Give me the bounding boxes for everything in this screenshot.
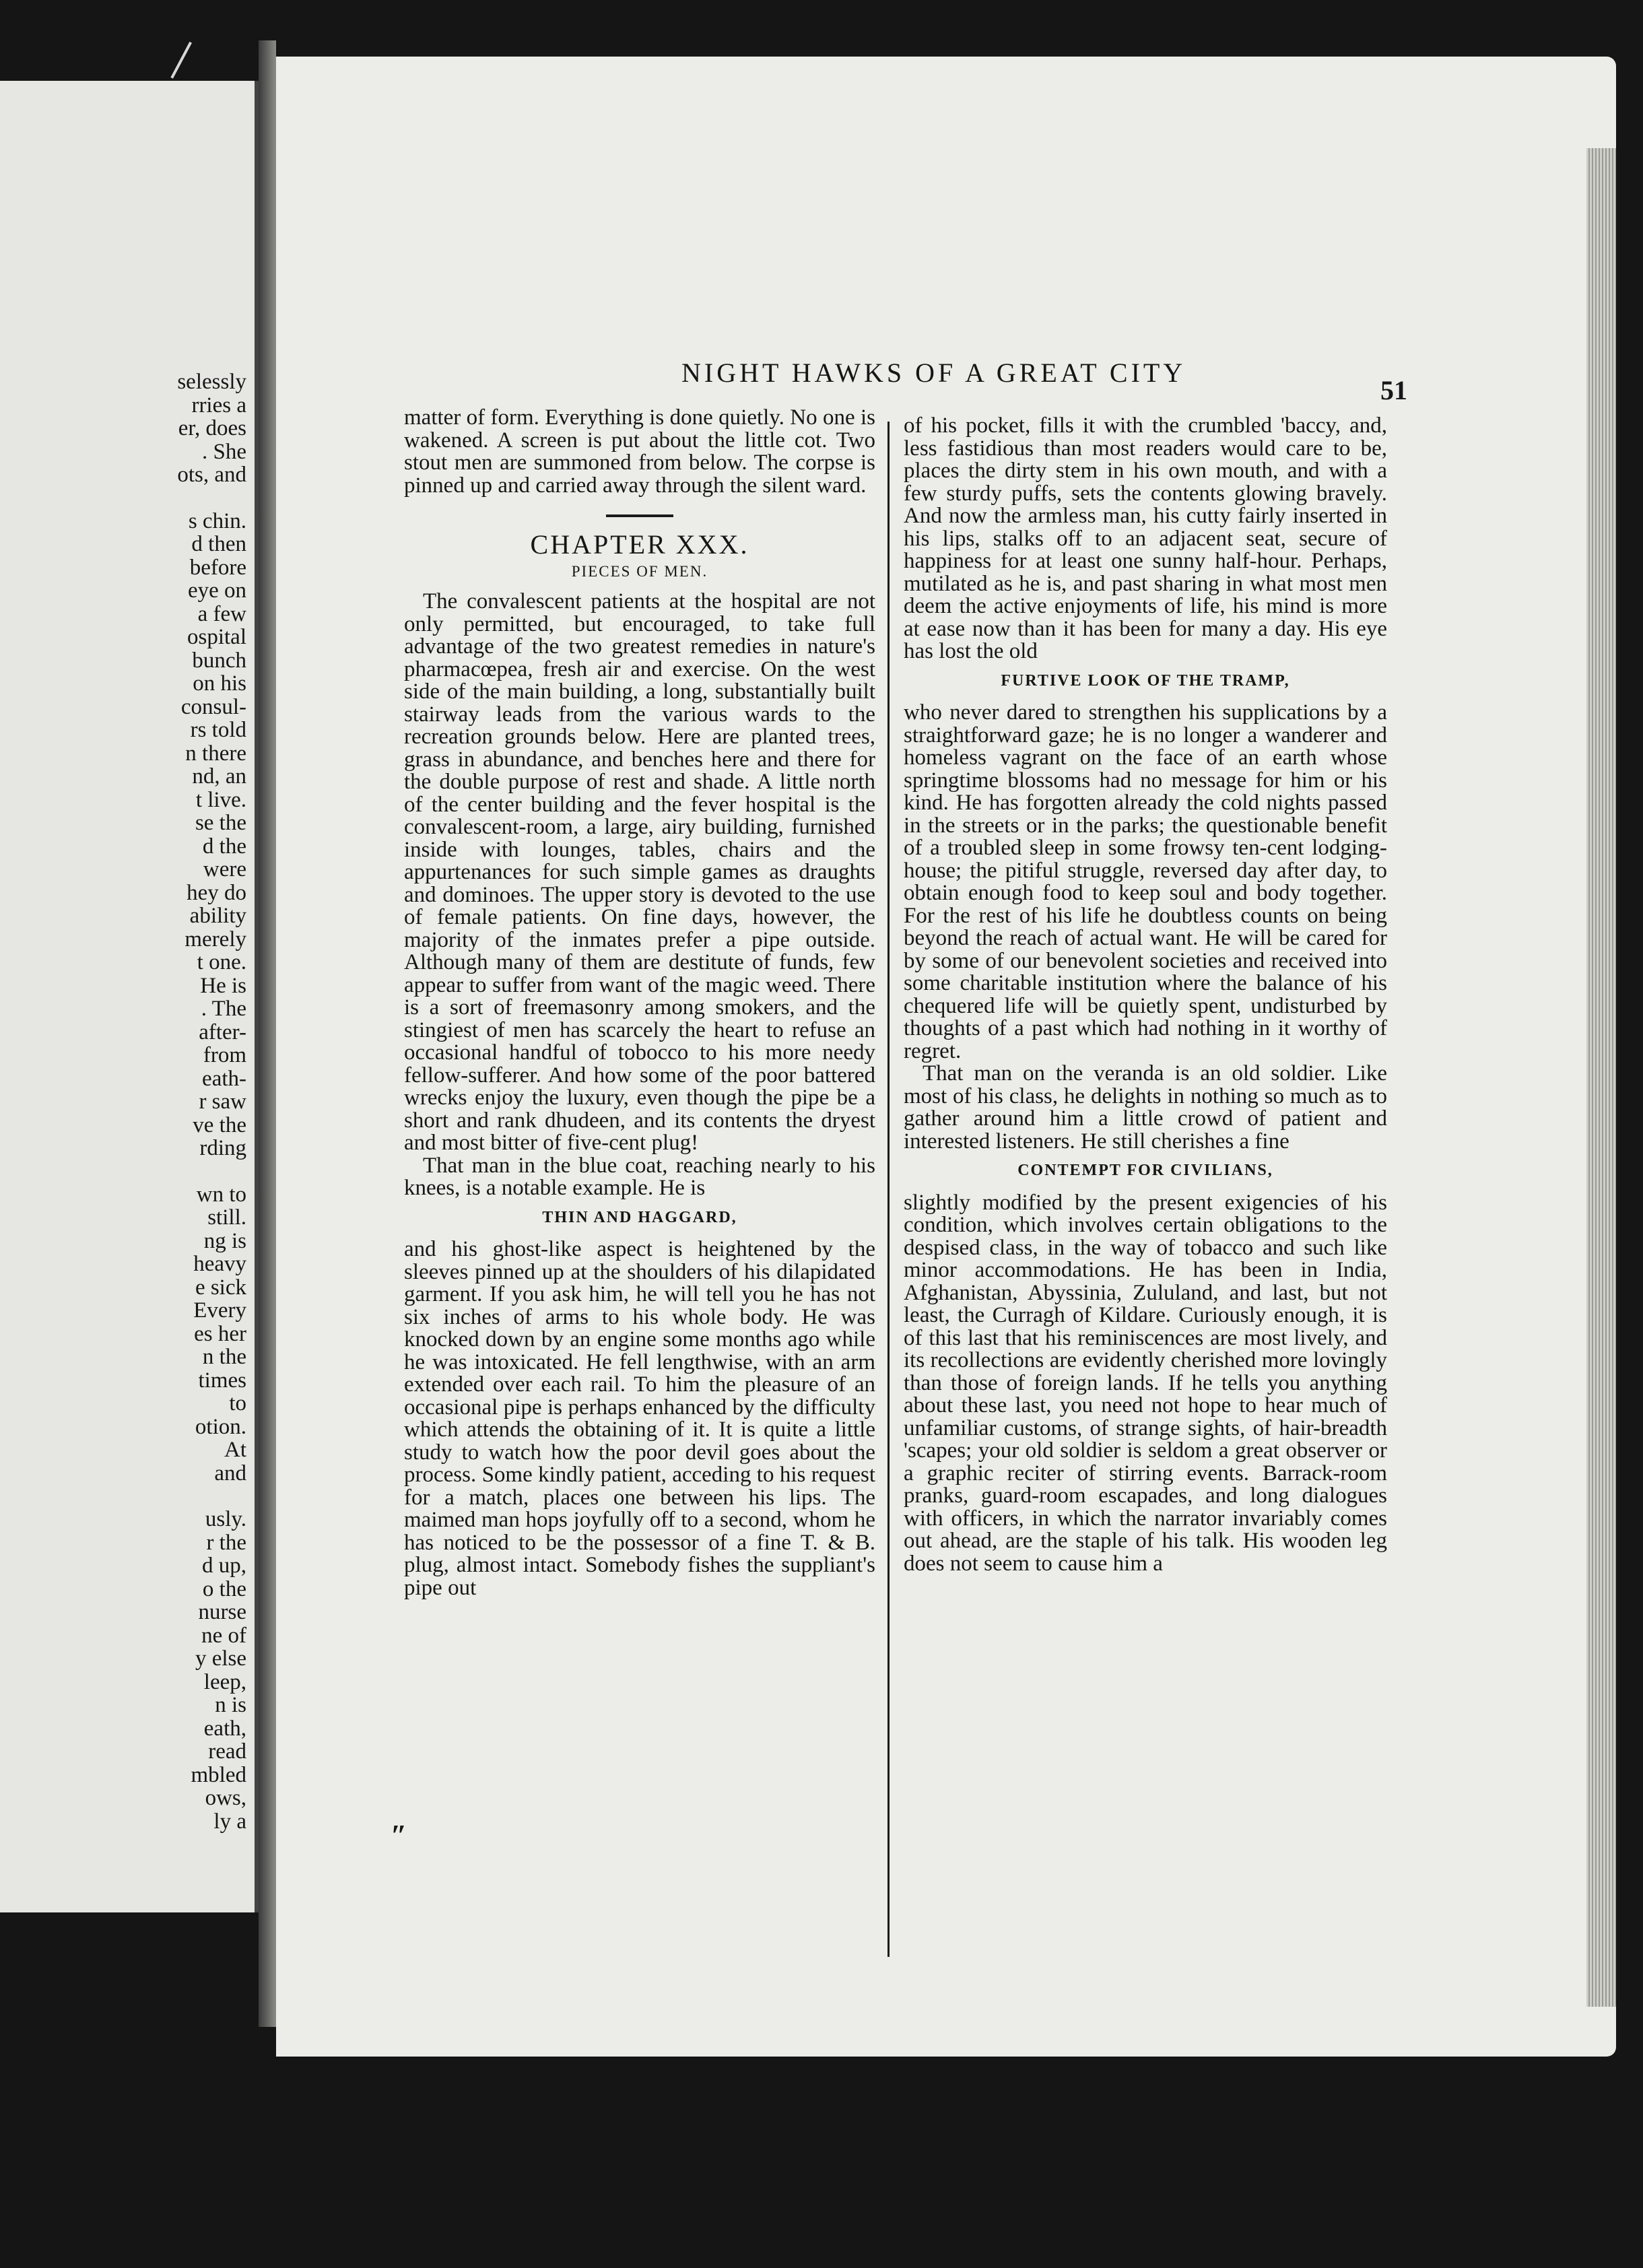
facing-page-fragment: consul-	[180, 694, 246, 719]
facing-page-fragment: wn to	[196, 1182, 246, 1207]
facing-page-fragment: ng is	[203, 1228, 246, 1253]
facing-page-fragment: . She	[202, 439, 246, 464]
facing-page-fragment: on his	[193, 671, 246, 696]
facing-page-left	[0, 81, 259, 1912]
facing-page-fragment: a few	[197, 601, 246, 626]
facing-page-fragment: d the	[202, 834, 246, 859]
section-subhead: THIN AND HAGGARD,	[542, 1208, 737, 1226]
facing-page-fragment: were	[203, 857, 246, 881]
facing-page-fragment: usly.	[205, 1507, 246, 1531]
facing-page-fragment: heavy	[193, 1252, 246, 1276]
facing-page-fragment: rding	[199, 1136, 246, 1160]
fragment-gap	[4, 1160, 246, 1183]
facing-page-fragment: e sick	[195, 1275, 246, 1300]
facing-page-text-fragments	[4, 370, 246, 1833]
facing-page-fragment: ability	[189, 904, 246, 928]
facing-page-fragment: d then	[191, 532, 246, 556]
facing-page-fragment: ne of	[201, 1623, 246, 1648]
facing-page-fragment: es her	[194, 1321, 246, 1346]
facing-page-fragment: times	[198, 1368, 246, 1393]
facing-page-fragment: nd, an	[192, 764, 246, 789]
facing-page-fragment: read	[208, 1739, 246, 1764]
page-number: 51	[1380, 375, 1407, 405]
facing-page-fragment: leep,	[203, 1669, 246, 1694]
facing-page-fragment: nurse	[198, 1600, 246, 1624]
facing-page-fragment: d up,	[202, 1554, 246, 1578]
paragraph: That man on the veranda is an old soldier. Like most of his class, he delights in nothing so much as to gather around him a little crowd of patient and interested listeners. He still cherishes a fine	[904, 1061, 1387, 1154]
paragraph: The convalescent patients at the hospital are not only permitted, but encouraged, to take full advantage of the two greatest remedies in nature's pharmacœpea, fresh air and exercise. On the west side of the main building, a long, substantially built stairway leads from the various wards to the recreation grounds below. Here are planted trees, grass in abundance, and benches here and there for the double purpose of rest and shade. A little north of the center building and the fever hospital is the convalescent-room, a large, airy building, furnished inside with lounges, tables, chairs and the appurtenances for such simple games as draughts and dominoes. The upper story is devoted to the use of female patients. On fine days, however, the majority of the inmates prefer a pipe outside. Although many of them are destitute of funds, few appear to suffer from want of the magic weed. There is a sort of freemasonry among smokers, and the stingiest of men has scarcely the heart to refuse an occasional handful of tobocco to his more needy fellow-sufferer. And how some of the poor battered wrecks enjoy the luxury, even though the pipe be a short and rank dhudeen, and its contents the dryest and most bitter of five-cent plug!	[404, 589, 875, 1155]
right-text-column	[904, 415, 1387, 1575]
opening-paragraph: matter of form. Everything is done quietly. No one is wakened. A screen is put about the little cot. Two stout men are summoned from below. The corpse is pinned up and carried away through the silent ward.	[404, 405, 875, 498]
paragraph: That man in the blue coat, reaching nearly to his knees, is a notable example. He is	[404, 1153, 875, 1200]
section-subhead: CONTEMPT FOR CIVILIANS,	[1017, 1162, 1273, 1179]
paragraph: and his ghost-like aspect is heightened by the sleeves pinned up at the shoulders of his dilapidated garment. If you ask him, he will tell you he has not six inches of arms to his whole body. He was knocked down by an engine some months ago while he was intoxicated. He fell lengthwise, with an arm extended over each rail. To him the pleasure of an occasional pipe is perhaps enhanced by the difficulty which attends the obtaining of it. It is quite a little study to watch how the poor devil goes about the process. Some kindly patient, acceding to his request for a match, places one between his lips. The maimed man hops joyfully off to a second, whom he has noticed to be the possessor of a fine T. & B. plug, almost intact. Somebody fishes the suppliant's pipe out	[404, 1237, 875, 1600]
facing-page-fragment: and	[214, 1461, 246, 1486]
facing-page-fragment: merely	[185, 927, 246, 952]
facing-page-fragment: before	[189, 555, 246, 580]
running-title: NIGHT HAWKS OF A GREAT CITY	[681, 358, 1186, 388]
facing-page-fragment: still.	[207, 1205, 246, 1230]
facing-page-fragment: rs told	[190, 718, 246, 742]
facing-page-fragment: to	[229, 1391, 246, 1415]
facing-page-fragment: n is	[215, 1693, 246, 1717]
facing-page-fragment: o the	[202, 1576, 246, 1601]
chapter-subtitle: PIECES OF MEN.	[571, 562, 708, 580]
facing-page-fragment: At	[224, 1438, 246, 1462]
facing-page-fragment: ve the	[193, 1112, 246, 1137]
facing-page-fragment: t one.	[197, 950, 246, 974]
facing-page-fragment: after-	[199, 1020, 246, 1044]
chapter-title: CHAPTER XXX.	[530, 529, 749, 560]
facing-page-fragment: n the	[202, 1345, 246, 1369]
facing-page-fragment: bunch	[192, 648, 246, 673]
margin-mark: ʺ	[391, 1819, 405, 1852]
facing-page-fragment: r saw	[199, 1090, 246, 1114]
paragraph: who never dared to strengthen his supplications by a straightforward gaze; he is no longer a wanderer and homeless vagrant on the face of an earth whose springtime blossoms had no message for him or his kind. He has forgotten already the cold nights passed in the streets or in the parks; the questionable benefit of a troubled sleep in some frowsy ten-cent lodging-house; the pitiful struggle, reversed day after day, to obtain enough food to keep soul and body together. For the rest of his life he doubtless counts on being beyond the reach of actual want. He will be cared for by some of our benevolent societies and received into some charitable institution where the balance of his chequered life will be quietly spent, undisturbed by thoughts of a past which had nothing in it worthy of regret.	[904, 700, 1387, 1063]
facing-page-fragment: . The	[201, 997, 246, 1021]
facing-page-fragment: hey do	[187, 880, 246, 905]
facing-page-fragment: Every	[193, 1298, 246, 1323]
facing-page-fragment: from	[203, 1043, 246, 1067]
book-gutter	[259, 40, 276, 2027]
fragment-gap	[4, 487, 246, 510]
facing-page-fragment: y else	[195, 1646, 246, 1671]
paragraph: slightly modified by the present exigencies of his condition, which involves certain obligations to the despised class, in the way of tobacco and such like minor accommodations. He has been in India, Afghanistan, Abyssinia, Zululand, and last, but not least, the Curragh of Kildare. Curiously enough, it is of this last that his reminiscences are most lively, and its recollections are evidently cherished more lovingly than those of foreign lands. If he tells you anything about these last, you need not hope to hear much of unfamiliar customs, of strange sights, of hair-breadth 'scapes; your old soldier is seldom a great observer or a graphic reciter of stirring events. Barrack-room pranks, guard-room escapades, and long dialogues with officers, in which the narrator invariably comes out ahead, are the staple of his talk. His wooden leg does not seem to cause him a	[904, 1190, 1387, 1576]
facing-page-fragment: t live.	[195, 787, 246, 812]
facing-page-fragment: ots, and	[177, 463, 246, 487]
column-divider	[887, 422, 890, 1957]
facing-page-fragment: eath-	[202, 1066, 246, 1091]
facing-page-fragment: mbled	[191, 1762, 246, 1787]
paragraph: of his pocket, fills it with the crumbled 'baccy, and, less fastidious than most readers would care to be, places the dirty stem in his own mouth, and with a few sturdy puffs, sets the contents glowing bravely. And now the armless man, his cutty fairly inserted in his lips, stalks off to an adjacent seat, secure of happiness for at least one sunny half-hour. Perhaps, mutilated as he is, and past sharing in what most men deem the active enjoyments of life, his mind is more at ease now than it has been for many a day. His eye has lost the old	[904, 413, 1387, 663]
facing-page-fragment: er, does	[178, 416, 246, 440]
left-text-column	[404, 407, 875, 1599]
facing-page-fragment: se the	[195, 811, 246, 835]
facing-page-fragment: ospital	[187, 625, 246, 649]
section-subhead: FURTIVE LOOK OF THE TRAMP,	[1001, 671, 1290, 690]
facing-page-fragment: ly a	[213, 1809, 246, 1834]
fragment-gap	[4, 1485, 246, 1508]
chapter-rule	[606, 514, 673, 517]
page-edges	[1586, 148, 1616, 2007]
facing-page-fragment: otion.	[195, 1414, 246, 1439]
facing-page-fragment: selessly	[177, 370, 246, 394]
facing-page-fragment: s chin.	[188, 508, 246, 533]
facing-page-fragment: He is	[200, 973, 246, 998]
facing-page-fragment: r the	[206, 1530, 246, 1555]
facing-page-fragment: n there	[185, 741, 246, 766]
facing-page-fragment: eye on	[187, 578, 246, 603]
facing-page-fragment: ows,	[205, 1786, 246, 1810]
facing-page-fragment: eath,	[203, 1716, 246, 1741]
facing-page-fragment: rries a	[191, 393, 246, 418]
